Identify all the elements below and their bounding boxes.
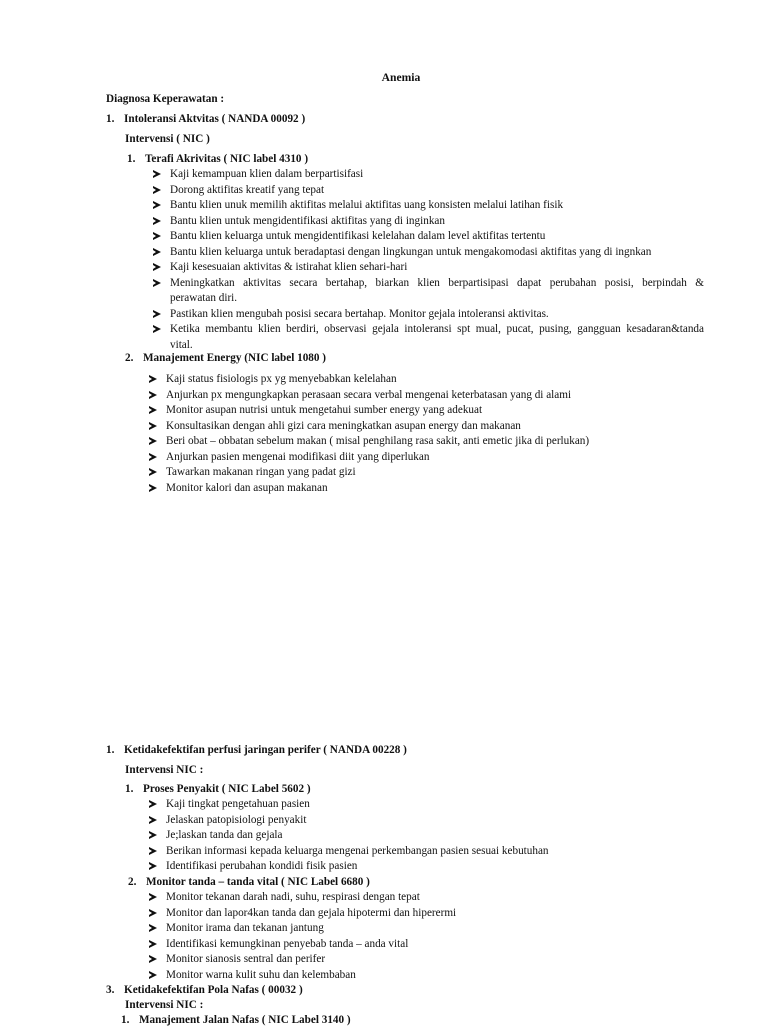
diagnosis-3-heading [106, 983, 303, 999]
section-1-2-number: 2. [125, 352, 134, 364]
diagnosis-2-number: 1. [106, 744, 115, 756]
diagnosis-2-intervention-label: Intervensi NIC : [125, 764, 204, 776]
section-3-1-title: Manajement Jalan Nafas ( NIC Label 3140 ) [139, 1014, 351, 1026]
arrow-bullet-icon [149, 453, 157, 461]
section-2-1-list [149, 797, 549, 875]
arrow-bullet-icon [153, 279, 161, 287]
diagnosis-3-number: 3. [106, 984, 115, 996]
arrow-bullet-icon [149, 816, 157, 824]
arrow-bullet-icon [149, 940, 157, 948]
arrow-bullet-icon [153, 201, 161, 209]
list-item: Monitor kalori dan asupan makanan [149, 481, 589, 497]
diagnosis-2-heading [106, 743, 407, 759]
arrow-bullet-icon [149, 847, 157, 855]
section-2-2-heading [128, 875, 370, 891]
list-item: Kaji kemampuan klien dalam berpartisifasi [153, 167, 704, 183]
section-1-2-title: Manajement Energy (NIC label 1080 ) [143, 352, 327, 364]
list-item: Bantu klien keluarga untuk mengidentifikasi kelelahan dalam level aktifitas tertentu [153, 229, 704, 245]
list-item: Je;laskan tanda dan gejala [149, 828, 549, 844]
arrow-bullet-icon [149, 437, 157, 445]
list-item: Dorong aktifitas kreatif yang tepat [153, 183, 704, 199]
diagnosis-1-title: Intoleransi Aktvitas ( NANDA 00092 ) [124, 113, 306, 125]
diagnosis-1-heading [106, 112, 305, 128]
list-item: Konsultasikan dengan ahli gizi cara meningkatkan asupan energy dan makanan [149, 419, 589, 435]
list-item: Anjurkan px mengungkapkan perasaan secara verbal mengenai keterbatasan yang di alami [149, 388, 589, 404]
diagnosis-1-number: 1. [106, 113, 115, 125]
list-item: Kaji tingkat pengetahuan pasien [149, 797, 549, 813]
arrow-bullet-icon [153, 263, 161, 271]
diagnosis-3-title: Ketidakefektifan Pola Nafas ( 00032 ) [124, 984, 303, 996]
list-item: Monitor tekanan darah nadi, suhu, respirasi dengan tepat [149, 890, 456, 906]
arrow-bullet-icon [149, 909, 157, 917]
list-item: Monitor sianosis sentral dan perifer [149, 952, 456, 968]
list-item: Bantu klien untuk mengidentifikasi aktifitas yang di inginkan [153, 214, 704, 230]
list-item: Jelaskan patopisiologi penyakit [149, 813, 549, 829]
section-2-2-list [149, 890, 456, 983]
document-title: Anemia [381, 71, 421, 84]
list-item: Bantu klien keluarga untuk beradaptasi dengan lingkungan untuk mengakomodasi aktifitas yang di ingnkan [153, 245, 704, 261]
arrow-bullet-icon [149, 800, 157, 808]
list-item: Monitor warna kulit suhu dan kelembaban [149, 968, 456, 984]
arrow-bullet-icon [149, 971, 157, 979]
list-item: Kaji status fisiologis px yg menyebabkan kelelahan [149, 372, 589, 388]
section-2-2-number: 2. [128, 876, 137, 888]
arrow-bullet-icon [153, 232, 161, 240]
section-1-1-list [153, 167, 704, 353]
list-item: Tawarkan makanan ringan yang padat gizi [149, 465, 589, 481]
list-item: Berikan informasi kepada keluarga mengenai perkembangan pasien sesuai kebutuhan [149, 844, 549, 860]
section-1-2-heading [125, 351, 326, 367]
diagnosis-2-title: Ketidakefektifan perfusi jaringan perifer ( NANDA 00228 ) [124, 744, 407, 756]
list-item: Meningkatkan aktivitas secara bertahap, biarkan klien berpartisipasi dapat perubahan posisi, berpindah & perawatan diri. [153, 276, 704, 307]
list-item: Monitor asupan nutrisi untuk mengetahui sumber energy yang adekuat [149, 403, 589, 419]
list-item: Anjurkan pasien mengenai modifikasi diit yang diperlukan [149, 450, 589, 466]
section-2-1-heading [125, 782, 311, 798]
diagnosis-label: Diagnosa Keperawatan : [106, 93, 225, 105]
arrow-bullet-icon [153, 186, 161, 194]
arrow-bullet-icon [149, 955, 157, 963]
section-3-1-number: 1. [121, 1014, 130, 1026]
arrow-bullet-icon [149, 375, 157, 383]
section-2-1-title: Proses Penyakit ( NIC Label 5602 ) [143, 783, 311, 795]
arrow-bullet-icon [153, 217, 161, 225]
list-item: Beri obat – obbatan sebelum makan ( misal penghilang rasa sakit, anti emetic jika di perlukan) [149, 434, 589, 450]
diagnosis-1-intervention-label: Intervensi ( NIC ) [125, 133, 210, 145]
diagnosis-3-intervention-label: Intervensi NIC : [125, 999, 204, 1011]
list-item: Bantu klien unuk memilih aktifitas melalui aktifitas uang konsisten melalui latihan fisik [153, 198, 704, 214]
section-1-1-number: 1. [127, 153, 136, 165]
arrow-bullet-icon [149, 422, 157, 430]
arrow-bullet-icon [149, 924, 157, 932]
list-item: Monitor irama dan tekanan jantung [149, 921, 456, 937]
section-1-1-heading [127, 152, 308, 168]
list-item: Identifikasi perubahan kondidi fisik pasien [149, 859, 549, 875]
list-item: Monitor dan lapor4kan tanda dan gejala hipotermi dan hiperermi [149, 906, 456, 922]
arrow-bullet-icon [149, 468, 157, 476]
section-2-1-number: 1. [125, 783, 134, 795]
section-1-1-title: Terafi Akrivitas ( NIC label 4310 ) [145, 153, 309, 165]
arrow-bullet-icon [153, 248, 161, 256]
arrow-bullet-icon [149, 893, 157, 901]
list-item: Kaji kesesuaian aktivitas & istirahat klien sehari-hari [153, 260, 704, 276]
list-item: Pastikan klien mengubah posisi secara bertahap. Monitor gejala intoleransi aktivitas. [153, 307, 704, 323]
arrow-bullet-icon [153, 325, 161, 333]
arrow-bullet-icon [153, 170, 161, 178]
arrow-bullet-icon [149, 406, 157, 414]
arrow-bullet-icon [149, 391, 157, 399]
arrow-bullet-icon [149, 484, 157, 492]
section-1-2-list [149, 372, 589, 496]
section-2-2-title: Monitor tanda – tanda vital ( NIC Label 6680 ) [146, 876, 370, 888]
arrow-bullet-icon [149, 831, 157, 839]
arrow-bullet-icon [153, 310, 161, 318]
arrow-bullet-icon [149, 862, 157, 870]
list-item: Ketika membantu klien berdiri, observasi gejala intoleransi spt mual, pucat, pusing, gangguan kesadaran&tanda vital. [153, 322, 704, 353]
section-3-1-heading [121, 1013, 351, 1029]
list-item: Identifikasi kemungkinan penyebab tanda – anda vital [149, 937, 456, 953]
